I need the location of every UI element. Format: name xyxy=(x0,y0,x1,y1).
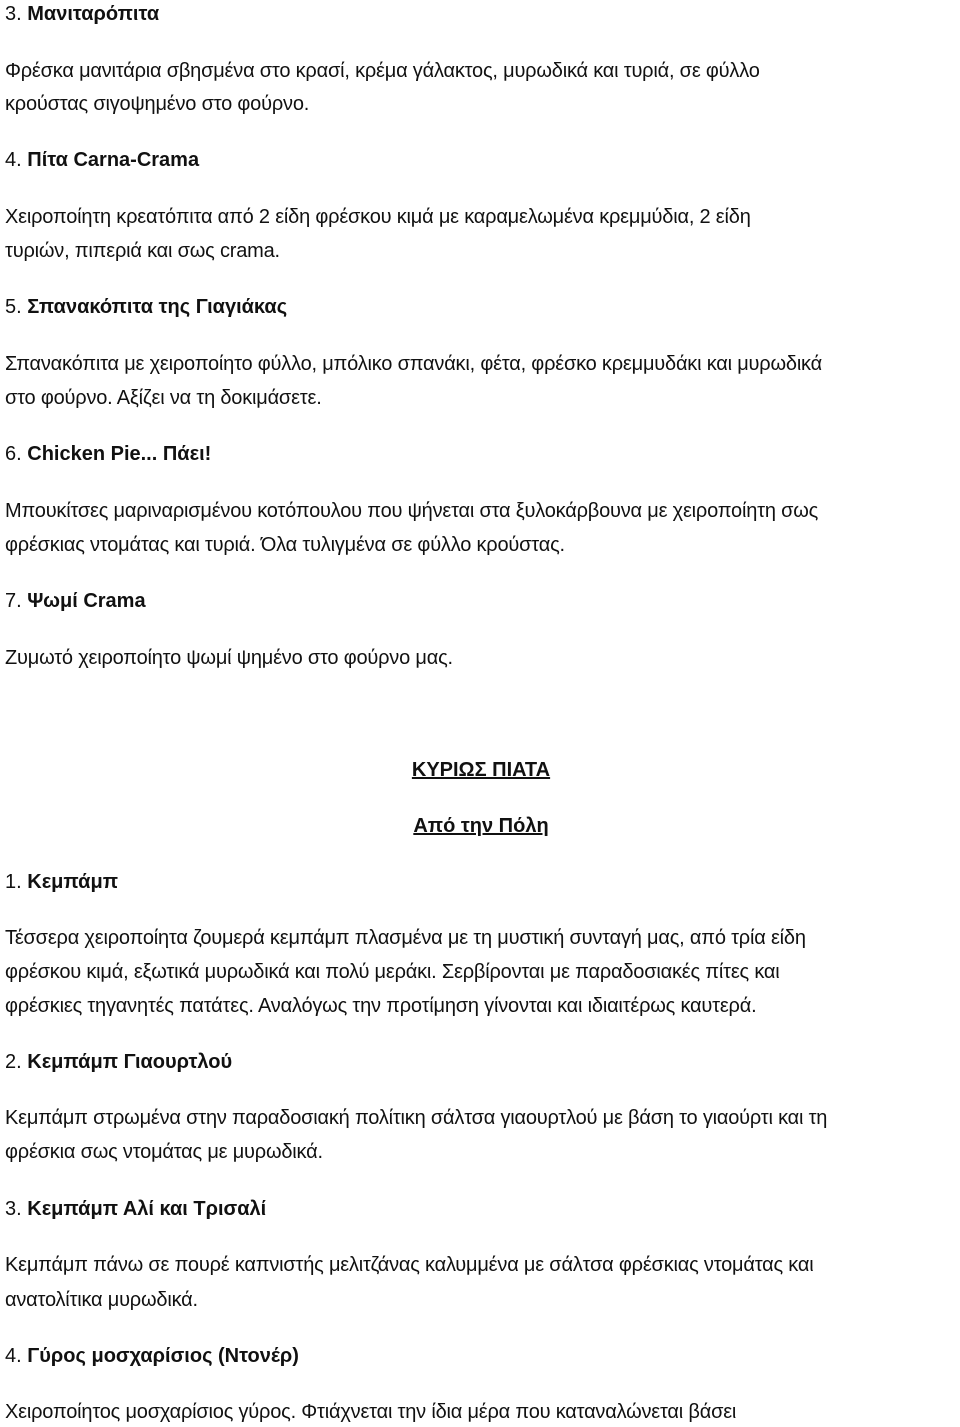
item-number: 1. xyxy=(5,871,28,893)
dish-3-description-line-2: ανατολίτικα μυρωδικά. xyxy=(5,1289,198,1311)
item-6-description-line-2: φρέσκιας ντομάτας και τυριά. Όλα τυλιγμένα σε φύλλο κρούστας. xyxy=(5,534,565,556)
item-5-description-line-2: στο φούρνο. Αξίζει να τη δοκιμάσετε. xyxy=(5,387,322,409)
item-title: Μανιταρόπιτα xyxy=(27,3,160,25)
item-title: Κεμπάμπ Γιαουρτλού xyxy=(27,1051,233,1073)
item-7-description-line-1: Ζυμωτό χειροποίητο ψωμί ψημένο στο φούρνο μας. xyxy=(5,647,453,669)
item-6-heading xyxy=(5,442,211,466)
item-3-description-line-1: Φρέσκα μανιτάρια σβησμένα στο κρασί, κρέμα γάλακτος, μυρωδικά και τυριά, σε φύλλο xyxy=(5,60,760,82)
dish-2-description-line-2: φρέσκια σως ντομάτας με μυρωδικά. xyxy=(5,1141,323,1163)
item-5-heading xyxy=(5,295,287,319)
item-number: 4. xyxy=(5,149,28,171)
item-title: Κεμπάμπ Αλί και Τρισαλί xyxy=(27,1198,267,1220)
item-number: 4. xyxy=(5,1345,28,1367)
main-courses-heading: ΚΥΡΙΩΣ ΠΙΑΤΑ xyxy=(411,759,551,781)
dish-2-heading xyxy=(5,1050,232,1074)
item-7-heading xyxy=(5,589,146,613)
item-number: 3. xyxy=(5,1198,28,1220)
item-title: Ψωμί Crama xyxy=(27,590,146,612)
item-3-description-line-2: κρούστας σιγοψημένο στο φούρνο. xyxy=(5,93,310,115)
item-title: Κεμπάμπ xyxy=(27,871,119,893)
dish-1-heading xyxy=(5,870,118,894)
dish-2-description-line-1: Κεμπάμπ στρωμένα στην παραδοσιακή πολίτικη σάλτσα γιαουρτλού με βάση το γιαούρτι και τη xyxy=(5,1107,828,1129)
item-number: 6. xyxy=(5,443,28,465)
item-number: 2. xyxy=(5,1051,28,1073)
item-4-description-line-2: τυριών, πιπεριά και σως crama. xyxy=(5,240,280,262)
item-title: Chicken Pie... Πάει! xyxy=(27,443,212,465)
from-the-city-subheading: Από την Πόλη xyxy=(413,815,549,837)
item-title: Γύρος μοσχαρίσιος (Ντονέρ) xyxy=(27,1345,299,1367)
dish-1-description-line-2: φρέσκου κιμά, εξωτικά μυρωδικά και πολύ μεράκι. Σερβίρονται με παραδοσιακές πίτες και xyxy=(5,961,780,983)
dish-1-description-line-1: Τέσσερα χειροποίητα ζουμερά κεμπάμπ πλασμένα με τη μυστική συνταγή μας, από τρία είδη xyxy=(5,927,806,949)
dish-4-heading xyxy=(5,1344,299,1368)
item-title: Σπανακόπιτα της Γιαγιάκας xyxy=(27,296,288,318)
item-4-description-line-1: Χειροποίητη κρεατόπιτα από 2 είδη φρέσκου κιμά με καραμελωμένα κρεμμύδια, 2 είδη xyxy=(5,206,751,228)
item-number: 3. xyxy=(5,3,28,25)
item-4-heading xyxy=(5,148,199,172)
item-5-description-line-1: Σπανακόπιτα με χειροποίητο φύλλο, μπόλικο σπανάκι, φέτα, φρέσκο κρεμμυδάκι και μυρωδικά xyxy=(5,353,822,375)
dish-4-description-line-1: Χειροποίητος μοσχαρίσιος γύρος. Φτιάχνεται την ίδια μέρα που καταναλώνεται βάσει xyxy=(5,1401,737,1423)
dish-1-description-line-3: φρέσκιες τηγανητές πατάτες. Αναλόγως την προτίμηση γίνονται και ιδιαιτέρως καυτερά. xyxy=(5,995,757,1017)
item-3-heading xyxy=(5,2,159,26)
dish-3-description-line-1: Κεμπάμπ πάνω σε πουρέ καπνιστής μελιτζάνας καλυμμένα με σάλτσα φρέσκιας ντομάτας και xyxy=(5,1254,814,1276)
dish-3-heading xyxy=(5,1197,266,1221)
item-6-description-line-1: Μπουκίτσες μαριναρισμένου κοτόπουλου που ψήνεται στα ξυλοκάρβουνα με χειροποίητη σως xyxy=(5,500,819,522)
item-number: 7. xyxy=(5,590,28,612)
item-title: Πίτα Carna-Crama xyxy=(27,149,200,171)
item-number: 5. xyxy=(5,296,28,318)
